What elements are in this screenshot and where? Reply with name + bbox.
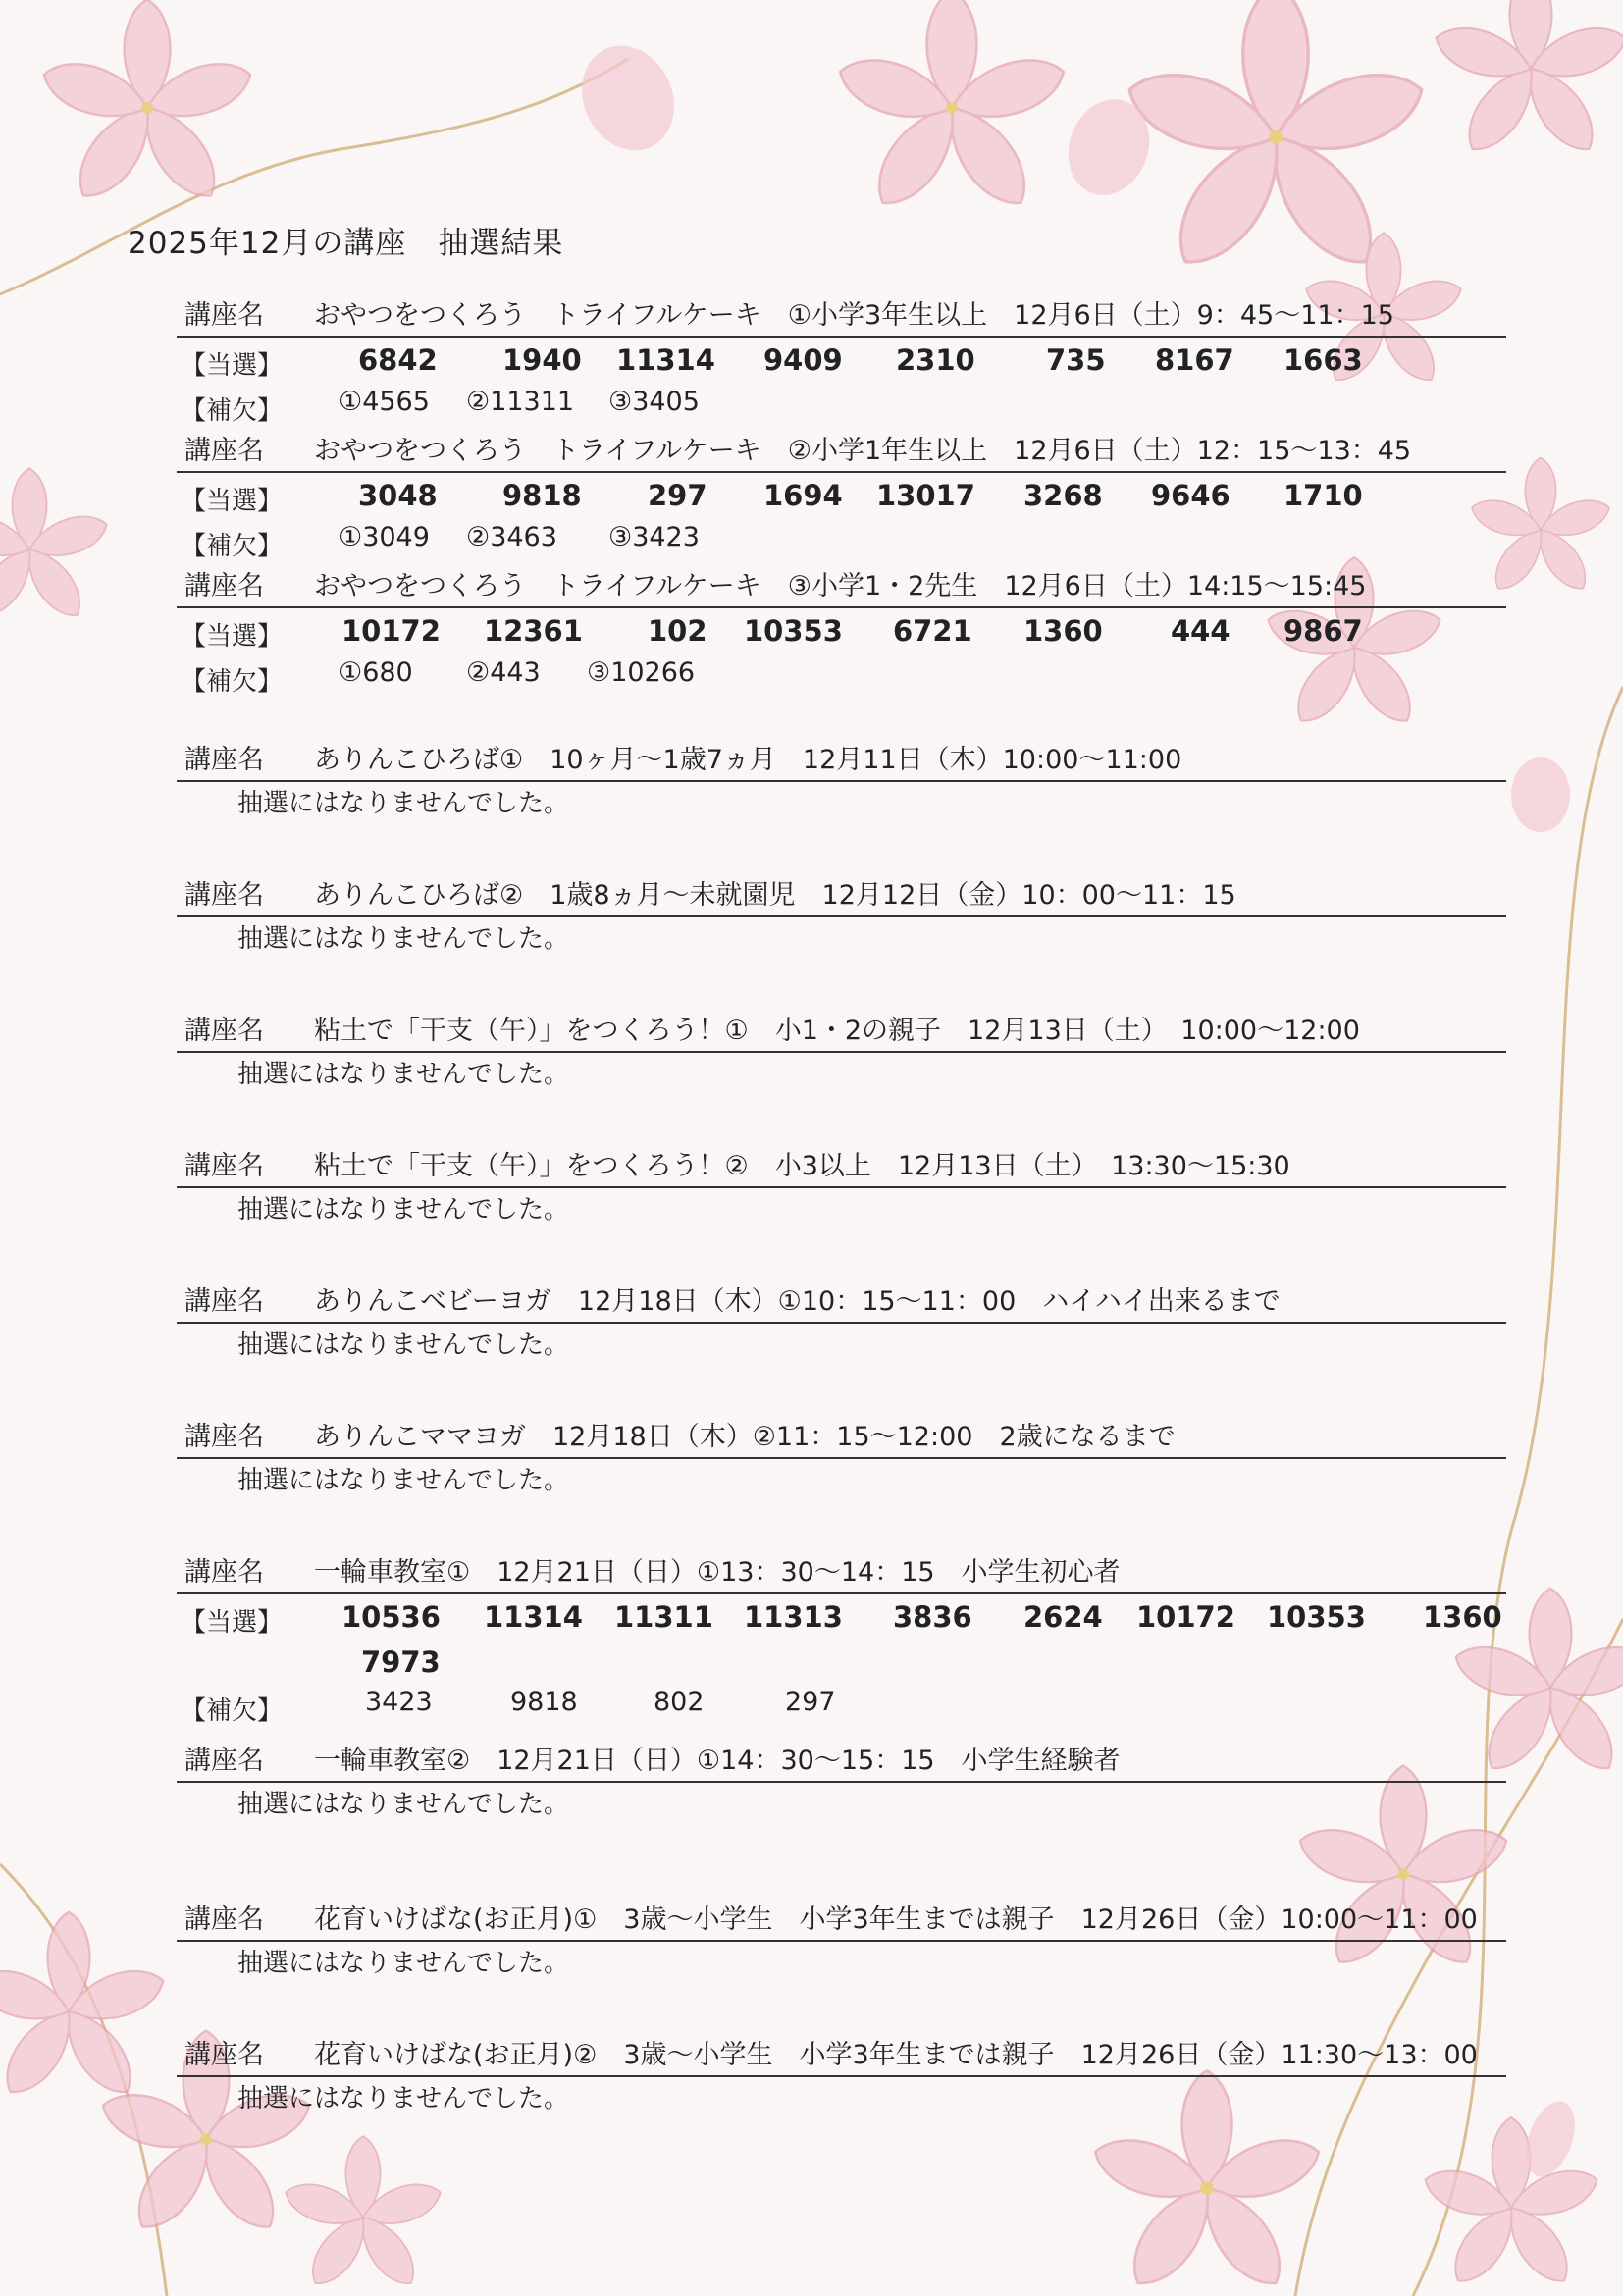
course-name: おやつをつくろう トライフルケーキ ③小学1・2先生 12月6日（土）14:15～15:45 (314, 571, 1367, 601)
winner-number: 9409 (763, 343, 843, 377)
winner-number: 3268 (1023, 479, 1103, 512)
winner-number: 1360 (1423, 1600, 1502, 1634)
course-header (177, 432, 1506, 473)
alternates-label: 【補欠】 (181, 1696, 284, 1726)
course-name: 粘土で「干支（午）」をつくろう！② 小3以上 12月13日（土） 13:30～15:30 (314, 1151, 1290, 1181)
winners-row (177, 473, 1506, 518)
course-block (177, 1901, 1506, 1985)
no-lottery-note: 抽選にはなりませんでした。 (237, 1331, 570, 1360)
alternate-number: ③3405 (608, 387, 700, 417)
winner-number: 2310 (896, 343, 975, 377)
course-block (177, 296, 1506, 426)
course-label: 講座名 (184, 1746, 264, 1776)
course-header (177, 1282, 1506, 1324)
winner-number: 1694 (763, 479, 843, 512)
winners-label: 【当選】 (181, 622, 284, 652)
winner-number: 735 (1046, 343, 1106, 377)
winner-number: 9867 (1283, 614, 1363, 648)
winner-number: 11314 (616, 343, 715, 377)
winner-number: 8167 (1155, 343, 1234, 377)
alternate-number: ③3423 (608, 522, 700, 552)
no-lottery-note: 抽選にはなりませんでした。 (237, 1949, 570, 1978)
alternate-number: ②11311 (466, 387, 575, 417)
course-name: おやつをつくろう トライフルケーキ ②小学1年生以上 12月6日（土）12：15～13：45 (314, 436, 1412, 466)
course-label: 講座名 (184, 2040, 264, 2070)
course-name: 粘土で「干支（午）」をつくろう！① 小1・2の親子 12月13日（土） 10:00～12:00 (314, 1016, 1360, 1046)
alternate-number: ②3463 (466, 522, 557, 552)
course-name: 一輪車教室① 12月21日（日）①13：30～14：15 小学生初心者 (314, 1557, 1121, 1588)
course-label: 講座名 (184, 1557, 264, 1588)
winners-label: 【当選】 (181, 487, 284, 516)
winner-number: 1360 (1023, 614, 1103, 648)
winner-number: 6721 (893, 614, 972, 648)
winner-number: 297 (648, 479, 707, 512)
course-name: 花育いけばな(お正月)② 3歳～小学生 小学3年生までは親子 12月26日（金）11:30～13：00 (314, 2040, 1478, 2070)
alternate-number: 802 (654, 1687, 705, 1717)
course-label: 講座名 (184, 745, 264, 775)
course-block (177, 1147, 1506, 1231)
winner-number: 444 (1171, 614, 1230, 648)
course-label: 講座名 (184, 1422, 264, 1452)
winners-row (177, 338, 1506, 383)
course-label: 講座名 (184, 1016, 264, 1046)
winner-number: 10172 (1136, 1600, 1235, 1634)
winners-label: 【当選】 (181, 1608, 284, 1638)
winner-number: 1663 (1283, 343, 1363, 377)
winner-number: 6842 (358, 343, 438, 377)
alternate-number: 297 (785, 1687, 836, 1717)
course-block (177, 876, 1506, 961)
winner-number: 12361 (484, 614, 583, 648)
course-label: 講座名 (184, 880, 264, 911)
course-header (177, 567, 1506, 608)
course-label: 講座名 (184, 1905, 264, 1935)
course-name: ありんこベビーヨガ 12月18日（木）①10：15～11：00 ハイハイ出来るまで (314, 1286, 1281, 1317)
course-block (177, 2036, 1506, 2120)
winner-number: 1710 (1283, 479, 1363, 512)
winner-number: 3048 (358, 479, 438, 512)
winner-number: 2624 (1023, 1600, 1103, 1634)
no-lottery-note: 抽選にはなりませんでした。 (237, 2084, 570, 2113)
alternates-label: 【補欠】 (181, 532, 284, 561)
course-header (177, 296, 1506, 338)
alternates-row (177, 518, 1506, 561)
course-header (177, 1742, 1506, 1783)
alternate-number: ③10266 (587, 657, 696, 688)
course-block (177, 741, 1506, 825)
winner-number: 10353 (1267, 1600, 1366, 1634)
winner-number: 13017 (876, 479, 975, 512)
course-name: ありんこひろば② 1歳8ヵ月～未就園児 12月12日（金）10：00～11：15 (314, 880, 1236, 911)
course-name: 一輪車教室② 12月21日（日）①14：30～15：15 小学生経験者 (314, 1746, 1121, 1776)
course-block (177, 1282, 1506, 1367)
no-lottery-note: 抽選にはなりませんでした。 (237, 789, 570, 818)
course-name: ありんこひろば① 10ヶ月～1歳7ヵ月 12月11日（木）10:00～11:00 (314, 745, 1182, 775)
winner-number: 9646 (1151, 479, 1230, 512)
course-block (177, 1742, 1506, 1826)
alternate-number: 9818 (510, 1687, 578, 1717)
winner-number: 3836 (893, 1600, 972, 1634)
winners-row (177, 1594, 1506, 1640)
winner-number: 11314 (484, 1600, 583, 1634)
course-block (177, 1012, 1506, 1096)
course-header (177, 1147, 1506, 1188)
alternate-number: ①4565 (339, 387, 430, 417)
alternates-row (177, 383, 1506, 426)
winner-number: 10536 (341, 1600, 441, 1634)
course-block (177, 1553, 1506, 1726)
winners-label: 【当選】 (181, 351, 284, 381)
course-header (177, 1901, 1506, 1942)
no-lottery-note: 抽選にはなりませんでした。 (237, 1790, 570, 1819)
course-name: 花育いけばな(お正月)① 3歳～小学生 小学3年生までは親子 12月26日（金）10:00～11：00 (314, 1905, 1478, 1935)
course-label: 講座名 (184, 300, 264, 331)
course-header (177, 1012, 1506, 1053)
course-header (177, 741, 1506, 782)
course-header (177, 1553, 1506, 1594)
alternates-row (177, 1683, 1506, 1726)
winner-number: 9818 (502, 479, 582, 512)
winner-number: 10172 (341, 614, 441, 648)
alternate-number: 3423 (365, 1687, 433, 1717)
page-title: 2025年12月の講座 抽選結果 (128, 226, 564, 261)
course-block (177, 432, 1506, 561)
alternate-number: ①3049 (339, 522, 430, 552)
alternates-label: 【補欠】 (181, 667, 284, 697)
winner-number: 7973 (361, 1645, 441, 1679)
course-label: 講座名 (184, 436, 264, 466)
course-header (177, 876, 1506, 917)
no-lottery-note: 抽選にはなりませんでした。 (237, 1195, 570, 1225)
course-label: 講座名 (184, 1151, 264, 1181)
no-lottery-note: 抽選にはなりませんでした。 (237, 1060, 570, 1089)
alternates-row (177, 653, 1506, 697)
alternate-number: ①680 (339, 657, 413, 688)
alternate-number: ②443 (466, 657, 541, 688)
course-label: 講座名 (184, 571, 264, 601)
course-name: ありんこママヨガ 12月18日（木）②11：15～12:00 2歳になるまで (314, 1422, 1176, 1452)
winner-number: 102 (648, 614, 707, 648)
alternates-label: 【補欠】 (181, 396, 284, 426)
course-block (177, 567, 1506, 697)
winner-number: 10353 (744, 614, 843, 648)
course-label: 講座名 (184, 1286, 264, 1317)
winners-row (177, 608, 1506, 653)
course-name: おやつをつくろう トライフルケーキ ①小学3年生以上 12月6日（土）9：45～11：15 (314, 300, 1394, 331)
course-block (177, 1418, 1506, 1502)
winner-number: 11313 (744, 1600, 843, 1634)
no-lottery-note: 抽選にはなりませんでした。 (237, 924, 570, 954)
winner-number: 1940 (502, 343, 582, 377)
course-header (177, 1418, 1506, 1459)
no-lottery-note: 抽選にはなりませんでした。 (237, 1466, 570, 1495)
winners-row-continued (177, 1640, 1506, 1683)
course-header (177, 2036, 1506, 2077)
winner-number: 11311 (614, 1600, 713, 1634)
